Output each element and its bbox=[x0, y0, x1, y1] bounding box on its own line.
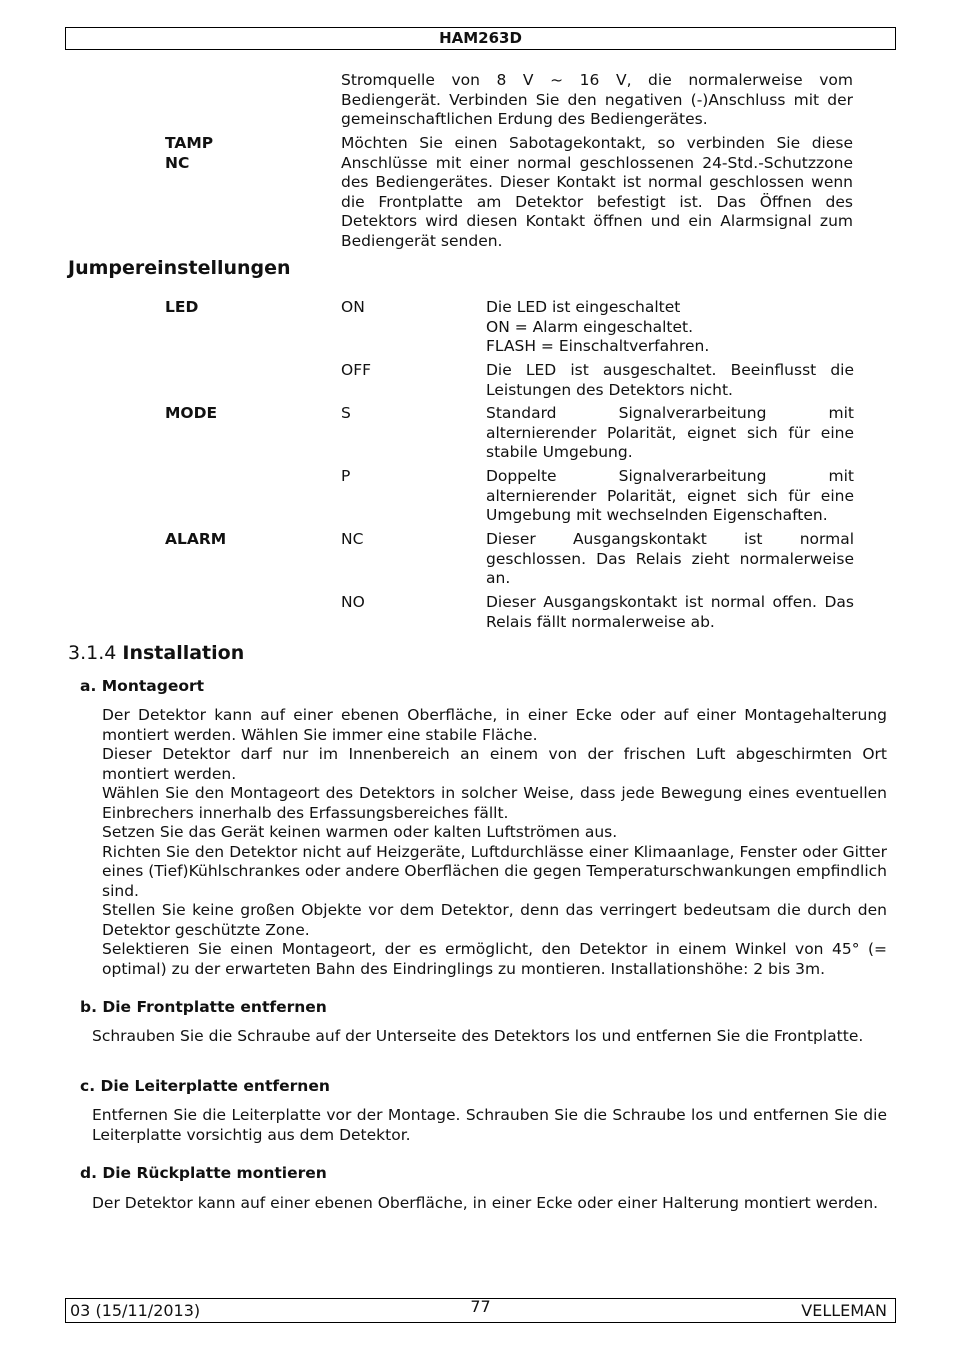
paragraph: Selektieren Sie einen Montageort, der es ermöglicht, den Detektor in einem Winkel von 45° (= optimal) zu der erwarteten Bahn des Eindringlings zu montieren. Installationshöhe: 2 bis 3m. bbox=[102, 940, 887, 978]
jumper-setting: ON bbox=[341, 298, 365, 316]
paragraph: Wählen Sie den Montageort des Detektors in solcher Weise, dass jede Bewegung eines eventuellen Einbrechers innerhalb des Erfassungsbereiches fällt. bbox=[102, 784, 887, 822]
subsection-a-body bbox=[102, 706, 887, 979]
jumper-label-mode: MODE bbox=[165, 404, 218, 422]
subsection-c-body: Entfernen Sie die Leiterplatte vor der Montage. Schrauben Sie die Schraube los und entfernen Sie die Leiterplatte vorsichtig aus dem Detektor. bbox=[92, 1106, 887, 1144]
page-header bbox=[65, 27, 896, 50]
jumper-setting: NO bbox=[341, 593, 365, 611]
jumper-description: Standard Signalverarbeitung mit alternierender Polarität, eignet sich für eine stabile Umgebung. bbox=[486, 404, 854, 461]
document-title: HAM263D bbox=[439, 29, 522, 47]
jumper-label-alarm: ALARM bbox=[165, 530, 227, 548]
jumper-setting: S bbox=[341, 404, 351, 422]
nc-label: NC bbox=[165, 154, 190, 172]
tamp-label: TAMP bbox=[165, 134, 214, 152]
paragraph: Setzen Sie das Gerät keinen warmen oder kalten Luftströmen aus. bbox=[102, 823, 618, 841]
subsection-b-body: Schrauben Sie die Schraube auf der Unterseite des Detektors los und entfernen Sie die Frontplatte. bbox=[92, 1027, 864, 1045]
paragraph: Dieser Detektor darf nur im Innenbereich an einem von der frischen Luft abgeschirmten Ort montiert werden. bbox=[102, 745, 887, 783]
paragraph: Stellen Sie keine großen Objekte vor dem Detektor, denn das verringert bedeutsam die durch den Detektor geschützte Zone. bbox=[102, 901, 887, 939]
section-number: 3.1.4 bbox=[68, 642, 117, 664]
desc-line: FLASH = Einschaltverfahren. bbox=[486, 337, 710, 355]
page-number: 77 bbox=[470, 1297, 491, 1316]
power-description: Stromquelle von 8 V ~ 16 V, die normalerweise vom Bediengerät. Verbinden Sie den negativen (-)Anschluss mit der gemeinschaftlichen Erdung des Bediengerätes. bbox=[341, 71, 853, 128]
paragraph: Richten Sie den Detektor nicht auf Heizgeräte, Luftdurchlässe einer Klimaanlage, Fenster oder Gitter eines (Tief)Kühlschrankes oder andere Oberflächen die gegen Temperaturschwankungen empfindlich sind. bbox=[102, 842, 887, 900]
subsection-c-title: c. Die Leiterplatte entfernen bbox=[80, 1077, 330, 1095]
subsection-a-title: a. Montageort bbox=[80, 677, 205, 695]
jumper-description: Die LED ist ausgeschaltet. Beeinflusst die Leistungen des Detektors nicht. bbox=[486, 361, 854, 399]
page-footer bbox=[65, 1298, 896, 1323]
subsection-d-body: Der Detektor kann auf einer ebenen Oberfläche, in einer Ecke oder einer Halterung montiert werden. bbox=[92, 1194, 879, 1212]
paragraph: Der Detektor kann auf einer ebenen Oberfläche, in einer Ecke oder auf einer Montagehalterung montiert werden. Wählen Sie immer eine stabile Fläche. bbox=[102, 706, 887, 744]
jumper-description: Dieser Ausgangskontakt ist normal offen. Das Relais fällt normalerweise ab. bbox=[486, 593, 854, 631]
jumper-description: Doppelte Signalverarbeitung mit alternierender Polarität, eignet sich für eine Umgebung mit wechselnden Eigenschaften. bbox=[486, 467, 854, 524]
jumper-heading: Jumpereinstellungen bbox=[68, 257, 291, 279]
subsection-d-title: d. Die Rückplatte montieren bbox=[80, 1164, 327, 1182]
jumper-label-led: LED bbox=[165, 298, 199, 316]
desc-line: Die LED ist eingeschaltet bbox=[486, 298, 681, 316]
footer-brand: VELLEMAN bbox=[801, 1301, 887, 1320]
section-heading bbox=[68, 644, 244, 664]
section-title: Installation bbox=[122, 642, 245, 664]
subsection-b-title: b. Die Frontplatte entfernen bbox=[80, 998, 327, 1016]
jumper-description bbox=[486, 298, 854, 357]
jumper-setting: P bbox=[341, 467, 351, 485]
jumper-setting: OFF bbox=[341, 361, 372, 379]
footer-version: 03 (15/11/2013) bbox=[70, 1301, 201, 1320]
jumper-setting: NC bbox=[341, 530, 364, 548]
tamp-description: Möchten Sie einen Sabotagekontakt, so verbinden Sie diese Anschlüsse mit einer normal geschlossenen 24-Std.-Schutzzone des Bediengerätes. Dieser Kontakt ist normal geschlossen wenn die Frontplatte am Detektor befestigt ist. Das Öffnen des Detektors wird diesen Kontakt öffnen und ein Alarmsignal zum Bediengerät senden. bbox=[341, 134, 853, 250]
jumper-description: Dieser Ausgangskontakt ist normal geschlossen. Das Relais zieht normalerweise an. bbox=[486, 530, 854, 587]
desc-line: ON = Alarm eingeschaltet. bbox=[486, 317, 694, 336]
